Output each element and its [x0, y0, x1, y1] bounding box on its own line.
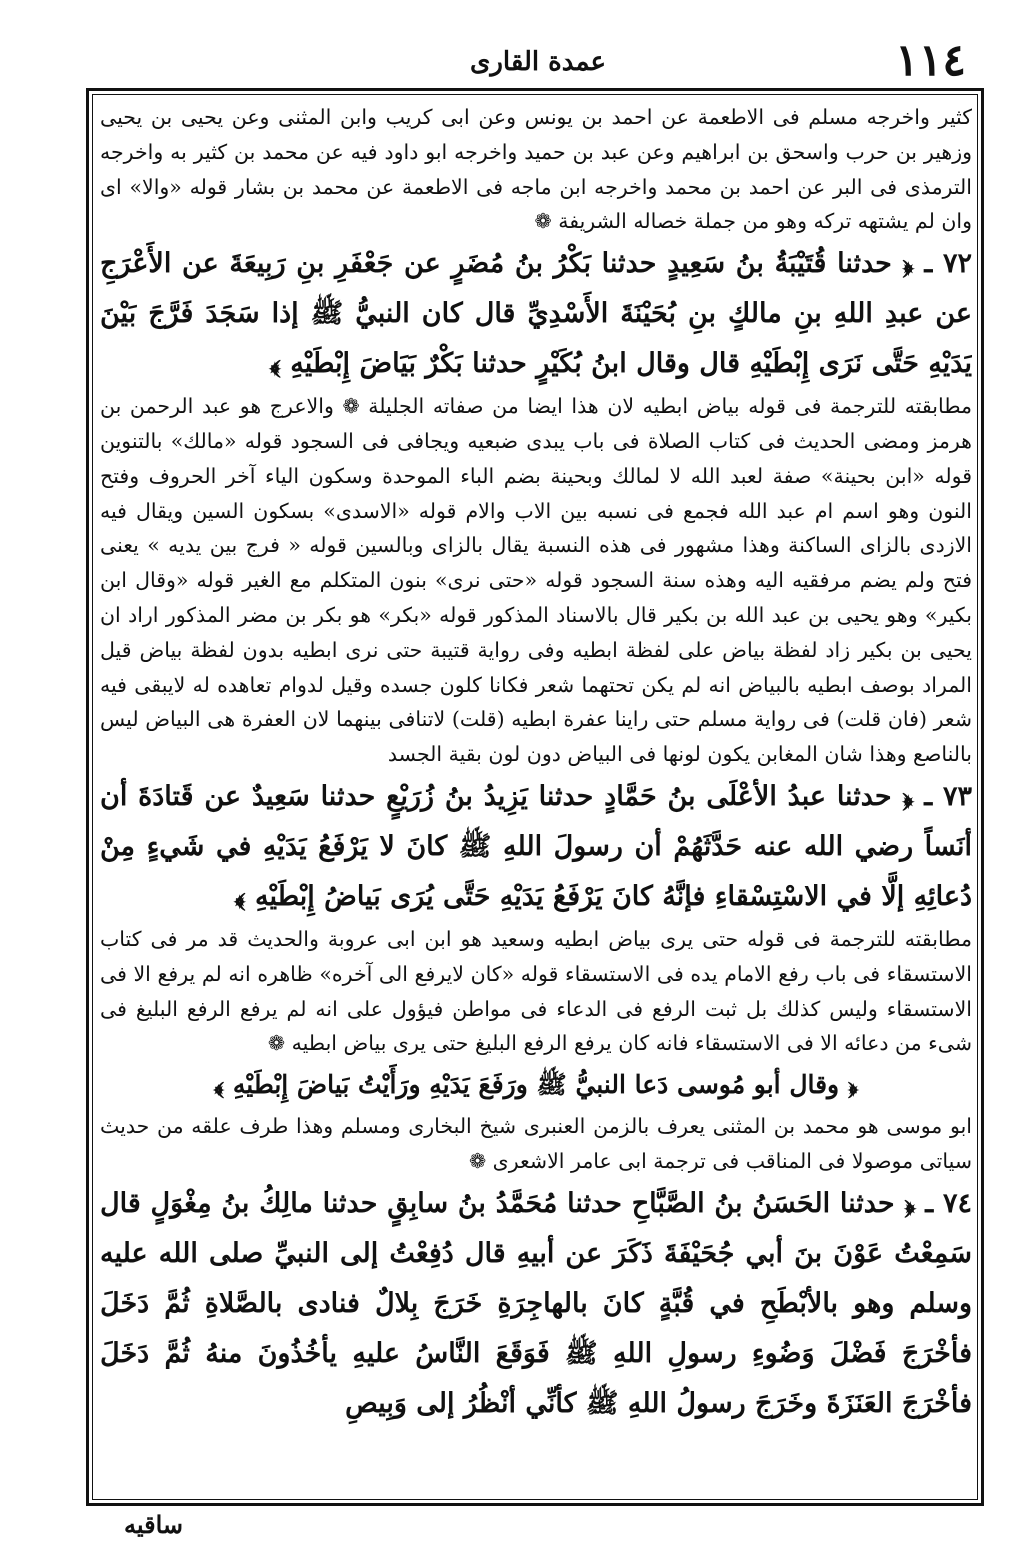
commentary-paragraph: مطابقته للترجمة فی قوله حتی یری بیاض ابطیه وسعید هو ابن ابی عروبة والحدیث قد مر فی کتاب الاستسقاء فی باب رفع الامام یده فی الاستسقاء قوله «کان لایرفع الی آخره» ظاهره انه لم یرفع الا فی الاستسقاء ولیس کذلك بل ثبت الرفع فی الدعاء فی مواطن فیؤول علی انه لم یرفع الرفع البلیغ فی شیء من دعائه الا فی الاستسقاء فانه کان یرفع الرفع البلیغ حتی یری بیاض ابطیه ❁: [100, 926, 972, 1056]
catchword: ساقیه: [124, 1510, 184, 1539]
hadith-72: ٧٢ ـ ﴿ حدثنا قُتَيْبَةُ بنُ سَعِيدٍ حدثنا بَكْرُ بنُ مُضَرٍ عن جَعْفَرِ بنِ رَبِيعَةَ عن الأَعْرَجِ عن عبدِ اللهِ بنِ مالكٍ بنِ بُحَيْنَةَ الأَسْدِيِّ قال كان النبيُّ ﷺ إذا سَجَدَ فَرَّجَ بَيْنَ يَدَيْهِ حَتَّى نَرَى إِبْطَيْهِ قال وقال ابنُ بُكَيْرٍ حدثنا بَكْرٌ بَيَاضَ إِبْطَيْهِ ﴾: [100, 248, 972, 380]
commentary-paragraph: کثیر واخرجه مسلم فی الاطعمة عن احمد بن یونس وعن ابی کریب وابن المثنی وعن یحیی بن یحیی وزهیر بن حرب واسحق بن ابراهیم وعن عبد بن حمید واخرجه ابو داود فیه عن محمد بن کثیر به واخرجه الترمذی فی البر عن احمد بن محمد واخرجه ابن ماجه فی الاطعمة عن محمد بن بشار قوله «والا» ای وان لم یشتهه ترکه وهو من جملة خصاله الشریفة ❁: [100, 105, 972, 234]
page-number: ١١٤: [895, 35, 966, 86]
page-body: [100, 100, 972, 1498]
commentary-paragraph: ابو موسی هو محمد بن المثنی یعرف بالزمن العنبری شیخ البخاری ومسلم وهذا طرف علقه من حدیث سیاتی موصولا فی المناقب فی ترجمة ابی عامر الاشعری ❁: [100, 1114, 972, 1173]
hadith-73: ٧٣ ـ ﴿ حدثنا عبدُ الأعْلَى بنُ حَمَّادٍ حدثنا يَزِيدُ بنُ زُرَيْعٍ حدثنا سَعِيدٌ عن قَتادَةَ أن أنَساً رضي الله عنه حَدَّثَهُمْ أن رسولَ اللهِ ﷺ كانَ لا يَرْفَعُ يَدَيْهِ في شَيءٍ مِنْ دُعائِهِ إلَّا في الاسْتِسْقاءِ فإنَّهُ كانَ يَرْفَعُ يَدَيْهِ حَتَّى يُرَى بَياضُ إِبْطَيْهِ ﴾: [100, 780, 972, 912]
muallaq-narration: ﴿ وقال أبو مُوسى دَعا النبيُّ ﷺ ورَفَعَ يَدَيْهِ ورَأَيْتُ بَياضَ إِبْطَيْهِ ﴾: [213, 1070, 859, 1100]
running-title: عمدة القاری: [470, 47, 606, 77]
hadith-74: ٧٤ ـ ﴿ حدثنا الحَسَنُ بنُ الصَّبَّاحِ حدثنا مُحَمَّدُ بنُ سابِقٍ حدثنا مالِكُ بنُ مِغْوَلٍ قال سَمِعْتُ عَوْنَ بنَ أبي جُحَيْفَةَ ذَكَرَ عن أبيهِ قال دُفِعْتُ إلى النبيِّ صلى الله عليه وسلم وهو بالأبْطَحِ في قُبَّةٍ كانَ بالهاجِرَةِ خَرَجَ بِلالٌ فنادى بالصَّلاةِ ثُمَّ دَخَلَ فأخْرَجَ فَضْلَ وَضُوءِ رسولِ اللهِ ﷺ فَوَقَعَ النَّاسُ عليهِ يأخُذُونَ منهُ ثُمَّ دَخَلَ فأخْرَجَ العَنَزَةَ وخَرَجَ رسولُ اللهِ ﷺ كأنِّي أنْظُرُ إلى وَبِيصِ: [100, 1187, 972, 1419]
page-header: [88, 36, 988, 86]
commentary-paragraph: مطابقته للترجمة فی قوله بیاض ابطیه لان هذا ایضا من صفاته الجلیلة ❁ والاعرج هو عبد الرحمن بن هرمز ومضی الحدیث فی کتاب الصلاة فی باب یبدی ضبعیه ویجافی فی السجود قوله «مالك» بالتنوین قوله «ابن بحینة» صفة لعبد الله لا لمالك وبحینة بضم الباء الموحدة وسکون الیاء آخر الحروف وفتح النون وهو اسم ام عبد الله فجمع فی نسبه بین الاب والام قوله «الاسدی» بسکون السین ویقال فیه الازدی بالزای الساکنة وهذا مشهور فی هذه النسبة یقال بالزای وبالسین قوله « فرج بین یدیه » یعنی فتح ولم یضم مرفقیه الیه وهذه سنة السجود قوله «حتی نری» بنون المتکلم مع الغیر قوله «وقال ابن بکیر» وهو یحیی بن عبد الله بن بکیر قال بالاسناد المذکور قوله «بکر» هو بکر بن مضر المذکور اراد ان یحیی بن بکیر زاد لفظة بیاض علی لفظة ابطیه وفی روایة قتیبة حتی نری ابطیه بدون لفظة بیاض قیل المراد بوصف ابطیه بالبیاض انه لم یکن تحتهما شعر فکانا کلون جسده وقیل لدوام تعاهده له لایبقی فیه شعر (فان قلت) فی روایة مسلم حتی راینا عفرة ابطیه (قلت) لاتنافی بینهما لان العفرة هی البیاض لیس بالناصع وهذا شان المغابن یکون لونها فی البیاض دون لون بقیة الجسد: [100, 394, 972, 767]
